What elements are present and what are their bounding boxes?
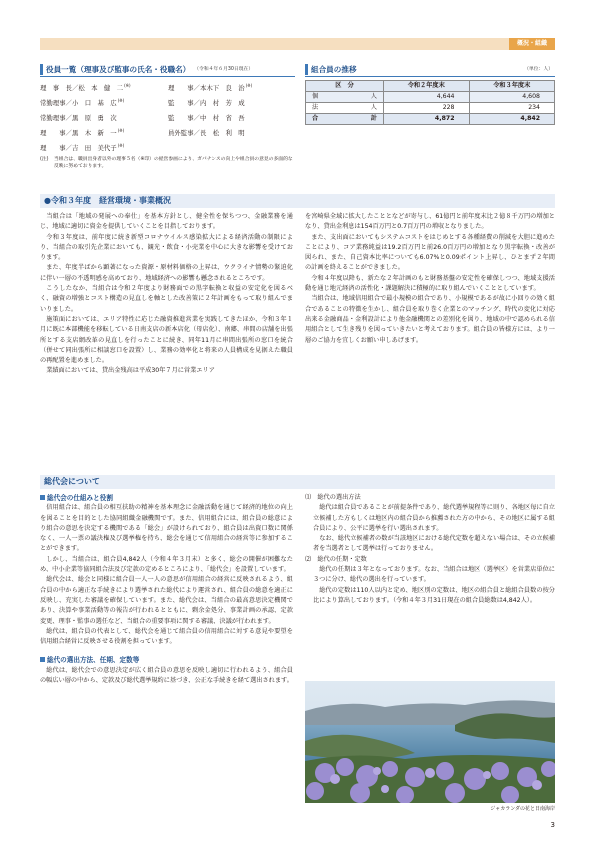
- business-title: ●令和３年度 経営環境・事業概況: [44, 196, 171, 205]
- cell-value: 234: [469, 103, 555, 114]
- outsider-mark: (※): [245, 83, 253, 89]
- officers-title: 役員一覧（理事及び監事の氏名・役職名）: [46, 65, 191, 74]
- column-header: 区 分: [306, 81, 384, 92]
- business-right-column: [305, 212, 555, 346]
- officer-list: [40, 81, 295, 156]
- officer-name: 常勤理事／小 口 基 広: [40, 99, 117, 108]
- officers-note: [40, 156, 295, 170]
- officer-name: 理 事／吉 田 美代子: [40, 144, 117, 153]
- heading-bar: [40, 64, 43, 75]
- officer-row: [40, 126, 295, 141]
- heading-bar: [305, 64, 308, 75]
- row-label: 個 人: [306, 92, 384, 103]
- outsider-mark: (※): [117, 128, 125, 134]
- subheading: [40, 655, 293, 665]
- members-unit: （単位：人）: [524, 66, 553, 72]
- subheading: [40, 493, 293, 503]
- paragraph: なお、総代立候補者の数が当該地区における総代定数を超えない場合は、その立候補者を当選者として選挙は行っておりません。: [313, 535, 555, 553]
- paragraph: 業績面においては、貸出金残高は平成30年７月に営業エリア: [46, 367, 215, 375]
- officer-row: [40, 111, 295, 126]
- table-header-row: [306, 81, 555, 92]
- officer-name: 常勤理事／黒 原 勇 次: [40, 114, 117, 123]
- officer-name: 監 事／内 村 芳 成: [168, 99, 245, 108]
- paragraph: 施策面においては、エリア特性に応じた融資推進営業を実践してきたほか、令和３年１月に既に本部機能を移転している日南支店の新本店化（母店化）、南郷、串間の店舗を出張所とする支店網改革の見直しを行ったことに続き、同年11月に串間出張所の窓口を統合（併せて同出張所に相談窓口を設置）し、業務の効率化と将来の人員構成を見据えた職員の再配置を進めました。: [40, 315, 293, 365]
- paragraph: 総代の定数は110人以内と定め、地区別の定数は、地区の組合員と総組合員数の按分比により算出しております。（令和４年３月31日現在の組合員総数は4,842人）。: [313, 586, 555, 604]
- row-label: 合 計: [306, 114, 384, 125]
- cell-value: 4,872: [384, 114, 470, 125]
- outsider-mark: (※): [117, 98, 125, 104]
- coast-photo: [305, 681, 555, 803]
- item-title: 総代の選出方法: [317, 494, 361, 501]
- cell-value: 4,644: [384, 92, 470, 103]
- paragraph: 総代は、組合員の代表として、総代会を通じて組合員の信用組合に対する意見や要望を信用組合経営に反映させる役割を担っています。: [40, 627, 293, 646]
- paragraph: 総代会は、総会と同様に組合員一人一人の意思が信用組合の経営に反映されるよう、組合員の中から適正な手続きにより選挙された総代により運営され、組合員の総意を適正に反映し、充実した審議を確保しています。また、総代会は、当組合の最高意思決定機関であり、決算や事業活動等の報告が行われるとともに、剰余金処分、事業計画の承認、定款変更、理事・監事の選任など、当組合の重要事項に関する審議、決議が行われます。: [40, 576, 293, 625]
- assembly-left-column: [40, 493, 293, 686]
- paragraph: 信用組合は、組合員の相互扶助の精神を基本理念に金融活動を通じて経済的地位の向上を図ることを目的とした協同組織金融機関です。また、信用組合には、組合員の総意により組合の意思を決定する機関である「総会」が設けられており、組合員は出資口数に関係なく、一人一票の議決権及び選挙権を持ち、総会を通じて信用組合の経営等に参加することができます。: [40, 504, 293, 553]
- business-heading-band: [40, 194, 555, 208]
- column-header: 令和２年度末: [384, 81, 470, 92]
- paragraph: 総代は組合員であることが前提条件であり、総代選挙規程等に則り、各地区毎に自立立候補した方もしくは地区内の組合員から推薦された方の中から、その地区に属する組合員により、公平に選挙を行い選出されます。: [313, 504, 555, 532]
- square-bullet-icon: [40, 657, 45, 662]
- assembly-heading-band: [40, 475, 555, 489]
- column-header: 令和３年度末: [469, 81, 555, 92]
- photo-caption: ジャカランダの花と日南海岸: [490, 806, 555, 812]
- paragraph: また、年度半ばから顕著になった資源・原材料価格の上昇は、ウクライナ情勢の緊迫化に伴い一層の不透明感を高めており、地域経済への影響も懸念されるところです。: [40, 264, 293, 282]
- officers-as-of: （令和４年６月30日現在）: [194, 66, 254, 72]
- note-mark: (注): [40, 157, 49, 162]
- divider: [40, 76, 295, 77]
- cell-value: 4,842: [469, 114, 555, 125]
- paragraph: 総代は、総代会での意思決定が広く組合員の意思を反映し適切に行われるよう、組合員の幅広い層の中から、定款及び総代選挙規約に基づき、公正な手続きを経て選出されます。: [40, 666, 293, 685]
- item-mark: ⑴: [305, 494, 312, 501]
- paragraph: また、支出面においてもシステムコストをはじめとする各種経費の削減を大胆に進めたことにより、コア業務純益は19.2百万円と前26.0百万円の増加となり黒字転換・改善が図られ、また、自己資本比率についても6.07%と0.09ポイント上昇し、ひとまず２年間の計画を終えることができました。: [305, 233, 555, 272]
- header-band: [40, 38, 555, 50]
- assembly-title: 総代会について: [44, 477, 100, 486]
- officer-name: 理 事 長／松 本 健 二: [40, 84, 124, 93]
- paragraph: こうしたなか、当組合は令和２年度より財務面での黒字転換と収益の安定化を図るべく、融資の増強とコスト構造の見直しを軸とした改善策に２年計画をもって取り組んでまいりました。: [40, 285, 293, 313]
- paragraph: 当組合は、地域信用組合で最小規模の組合であり、小規模であるが故に小回りの効く組合であることの特徴を生かし、組合員を取り巻く企業とのマッチング、時代の変化に対応出来る金融商品・金利設計により他金融機関との差別化を図り、地域の中で認められる信用組合として生き残りを図っていきたいと考えております。組合員の皆様方には、より一層のご協力を宜しくお願い申しあげます。: [305, 295, 555, 344]
- members-table: [305, 80, 555, 125]
- square-bullet-icon: [40, 495, 45, 500]
- numbered-item: [305, 555, 555, 606]
- paragraph: しかし、当組合は、組合員4,842人（令和４年３月末）と多く、総会の開催が困難なため、中小企業等協同組合法及び定款の定めるところにより、「総代会」を設置しています。: [40, 555, 293, 574]
- row-label: 法 人: [306, 103, 384, 114]
- officer-row: [40, 81, 295, 96]
- assembly-right-column: [305, 493, 555, 606]
- paragraph: を宮崎県全域に拡大したこととなどが寄与し、61億円と前年度末比２億８千万円の増加となり、貸出金利息は154百万円と0.7百万円の増収となりました。: [305, 213, 555, 231]
- cell-value: 4,608: [469, 92, 555, 103]
- officer-name: 理 事／黒 木 新 一: [40, 129, 117, 138]
- divider: [305, 76, 555, 77]
- subheading-text: 総代会の仕組みと役割: [47, 494, 113, 502]
- outsider-mark: (※): [117, 143, 125, 149]
- officer-row: [40, 141, 295, 156]
- table-total-row: [306, 114, 555, 125]
- officer-name: 理 事／本木下 良 治: [168, 84, 245, 93]
- item-mark: ⑵: [305, 555, 312, 563]
- business-left-column: [40, 212, 293, 377]
- officer-name: 員外監事／長 松 利 明: [168, 129, 245, 138]
- officers-heading: [40, 63, 295, 76]
- page-number: 3: [550, 821, 555, 829]
- cell-value: 228: [384, 103, 470, 114]
- item-title: 総代の任期・定数: [317, 555, 367, 563]
- table-row: [306, 103, 555, 114]
- subheading-text: 総代の選出方法、任期、定数等: [47, 656, 140, 665]
- paragraph: 総代の任期は３年となっております。なお、当組合は地区（選挙区）を営業店単位に３つに分け、総代の選出を行っています。: [313, 566, 555, 584]
- officer-name: 監 事／中 村 省 吾: [168, 114, 245, 123]
- officer-row: [40, 96, 295, 111]
- paragraph: 令和３年度は、前年度に続き新型コロナウイルス感染拡大による経済活動の制限により、当組合の取引先企業においても、観光・飲食・小売業を中心に大きな影響を受けております。: [40, 233, 293, 262]
- outsider-mark: (※): [124, 83, 131, 89]
- jacaranda-coast-image: [305, 681, 555, 803]
- members-heading: [305, 63, 555, 76]
- members-title: 組合員の推移: [311, 65, 357, 74]
- section-tag: 概況・組織: [509, 38, 555, 50]
- paragraph: 当組合は「地域の発展への奉仕」を基本方針とし、健全性を保ちつつ、金融業務を通じ、地域に適切に資金を提供していくことを目指しております。: [40, 213, 293, 231]
- numbered-item: [305, 493, 555, 555]
- paragraph: 令和４年度以降も、新たな２年計画のもと財務基盤の安定性を確保しつつ、地域支援活動を通じ地元経済の活性化・課題解決に積極的に取り組んでいくこととしています。: [305, 274, 555, 293]
- note-text: 当組合は、職員出身者以外の理事５名（※印）の経営参画により、ガバナンスの向上や組合員の意見の多面的な反映に努めております。: [54, 157, 293, 170]
- table-row: [306, 92, 555, 103]
